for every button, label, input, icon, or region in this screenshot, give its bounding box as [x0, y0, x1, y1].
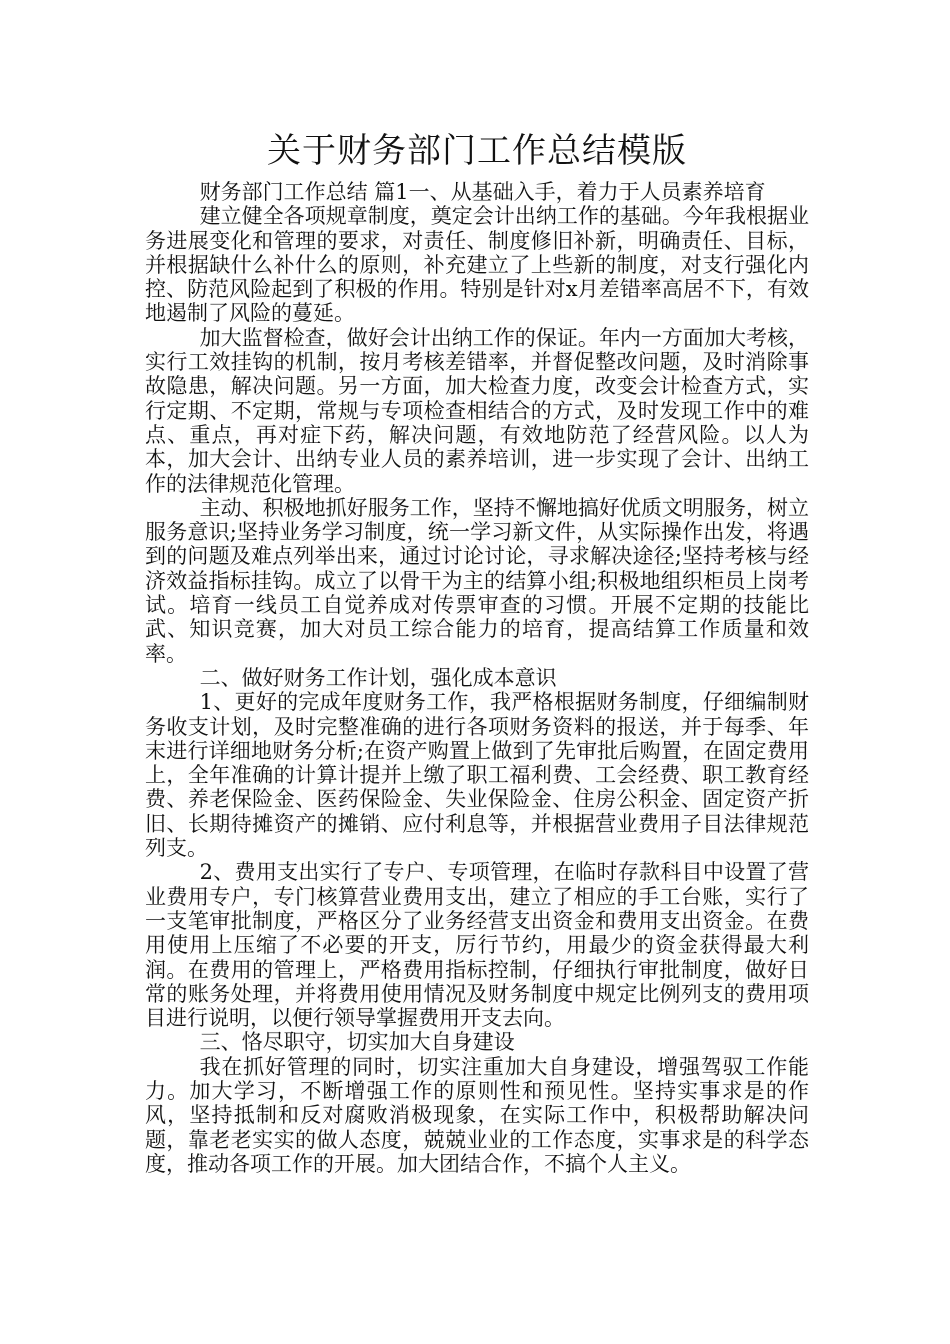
- paragraph-financial-plan: 1、更好的完成年度财务工作，我严格根据财务制度，仔细编制财务收支计划，及时完整准确的进行各项财务资料的报送，并于每季、年末进行详细地财务分析;在资产购置上做到了先审批后购置，在固定费用上，全年准确的计算计提并上缴了职工福利费、工会经费、职工教育经费、养老保险金、医药保险金、失业保险金、住房公积金、固定资产折旧、长期待摊资产的摊销、应付利息等，并根据营业费用子目法律规范列支。: [145, 690, 809, 861]
- document-body: [145, 180, 809, 1176]
- paragraph-rules: 建立健全各项规章制度，奠定会计出纳工作的基础。今年我根据业务进展变化和管理的要求，对责任、制度修旧补新，明确责任、目标，并根据缺什么补什么的原则，补充建立了上些新的制度，对支行强化内控、防范风险起到了积极的作用。特别是针对x月差错率高居不下，有效地遏制了风险的蔓延。: [145, 204, 809, 326]
- paragraph-service: 主动、积极地抓好服务工作，坚持不懈地搞好优质文明服务，树立服务意识;坚持业务学习制度，统一学习新文件，从实际操作出发，将遇到的问题及难点列举出来，通过讨论讨论，寻求解决途径;坚持考核与经济效益指标挂钩。成立了以骨干为主的结算小组;积极地组织柜员上岗考试。培育一线员工自觉养成对传票审查的习惯。开展不定期的技能比武、知识竞赛，加大对员工综合能力的培育，提高结算工作质量和效率。: [145, 495, 809, 666]
- section-one-heading: 财务部门工作总结 篇1一、从基础入手，着力于人员素养培育: [199, 180, 766, 204]
- section-two-heading: 二、做好财务工作计划，强化成本意识: [199, 665, 557, 690]
- paragraph-self-building: 我在抓好管理的同时，切实注重加大自身建设，增强驾驭工作能力。加大学习，不断增强工作的原则性和预见性。坚持实事求是的作风，坚持抵制和反对腐败消极现象，在实际工作中，积极帮助解决问题，靠老老实实的做人态度，兢兢业业的工作态度，实事求是的科学态度，推动各项工作的开展。加大团结合作，不搞个人主义。: [145, 1054, 809, 1176]
- paragraph-supervision: 加大监督检查，做好会计出纳工作的保证。年内一方面加大考核，实行工效挂钩的机制，按月考核差错率，并督促整改问题，及时消除事故隐患，解决问题。另一方面，加大检查力度，改变会计检查方式，实行定期、不定期，常规与专项检查相结合的方式，及时发现工作中的难点、重点，再对症下药，解决问题，有效地防范了经营风险。以人为本，加大会计、出纳专业人员的素养培训，进一步实现了会计、出纳工作的法律规范化管理。: [145, 325, 809, 496]
- document-title: 关于财务部门工作总结模版: [267, 131, 687, 171]
- paragraph-expense-management: 2、费用支出实行了专户、专项管理，在临时存款科目中设置了营业费用专户，专门核算营业费用支出，建立了相应的手工台账，实行了一支笔审批制度，严格区分了业务经营支出资金和费用支出资金。在费用使用上压缩了不必要的开支，厉行节约，用最少的资金获得最大利润。在费用的管理上，严格费用指标控制，仔细执行审批制度，做好日常的账务处理，并将费用使用情况及财务制度中规定比例列支的费用项目进行说明，以便行领导掌握费用开支去向。: [145, 860, 809, 1031]
- document-page: [145, 126, 809, 1176]
- section-three-heading: 三、恪尽职守，切实加大自身建设: [199, 1030, 515, 1055]
